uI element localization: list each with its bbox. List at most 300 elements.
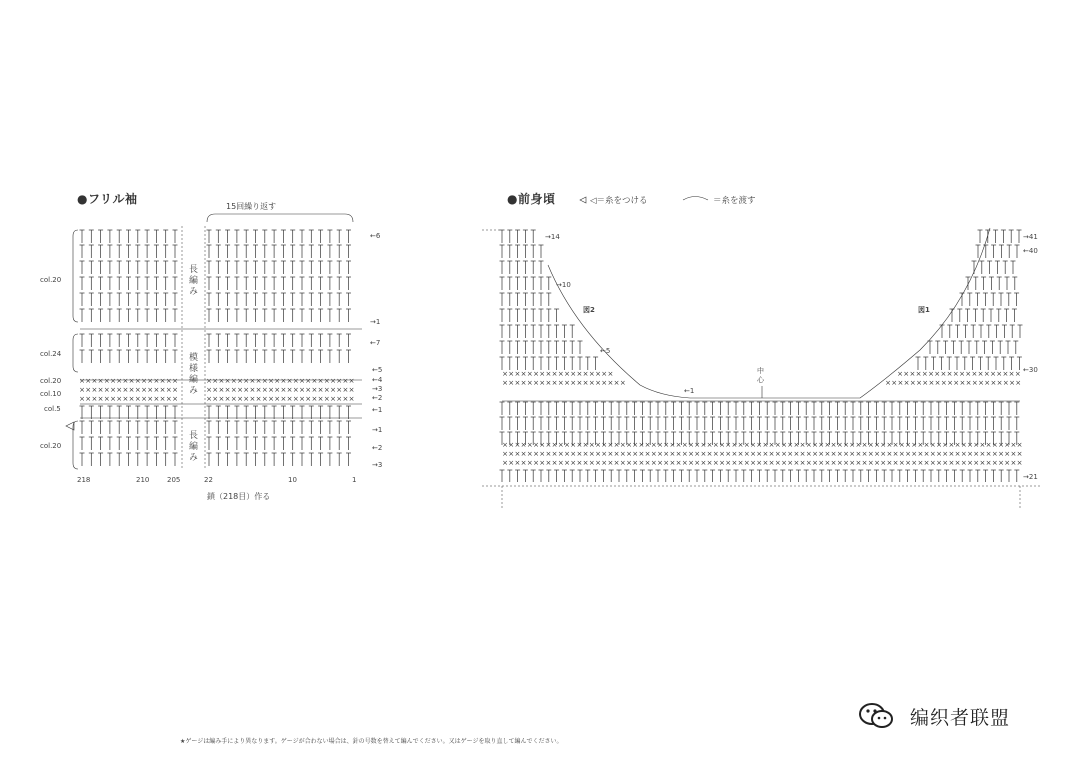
stitch-sc: × <box>1014 370 1021 378</box>
stitch-sc: × <box>330 386 336 394</box>
stitch-sc: × <box>159 386 166 394</box>
stitch-sc: × <box>1016 459 1023 467</box>
stitch-sc: × <box>626 441 632 449</box>
stitch-sc: × <box>959 370 965 378</box>
stitch-sc: × <box>502 379 508 387</box>
stitch-sc: × <box>172 386 178 394</box>
legend-attach: ◁＝糸をつける <box>590 196 648 206</box>
stitch-sc: × <box>582 459 589 467</box>
stitch-sc: × <box>526 450 533 458</box>
stitch-sc: × <box>903 370 910 378</box>
stitch-sc: × <box>153 377 160 385</box>
stitch-sc: × <box>582 370 589 378</box>
sleeve-row-5: ←5 <box>372 366 383 374</box>
stitch-sc: × <box>916 379 922 387</box>
stitch-sc: × <box>243 377 250 385</box>
stitch-sc: × <box>681 441 688 449</box>
stitch-sc: × <box>936 441 942 449</box>
stitch-sc: × <box>570 459 577 467</box>
stitch-sc: × <box>520 441 527 449</box>
stitch-sc: × <box>607 441 614 449</box>
stitch-sc: × <box>942 441 949 449</box>
stitch-sc: × <box>601 441 608 449</box>
stitch-sc: × <box>947 379 953 387</box>
stitch-sc: × <box>533 450 539 458</box>
stitch-sc: × <box>508 379 515 387</box>
stitch-sc: × <box>570 450 577 458</box>
stitch-sc: × <box>128 386 135 394</box>
front-row-10: →10 <box>556 281 571 289</box>
front-row-21: →21 <box>1023 473 1038 481</box>
stitch-sc: × <box>551 459 558 467</box>
stitch-sc: × <box>299 395 305 403</box>
stitch-sc: × <box>632 459 639 467</box>
stitch-sc: × <box>557 379 564 387</box>
stitch-sc: × <box>768 441 775 449</box>
stitch-sc: × <box>539 379 546 387</box>
front-row-1: ←1 <box>684 387 695 395</box>
stitch-sc: × <box>336 395 343 403</box>
fig-1-label: 図1 <box>918 306 930 314</box>
stitch-sc: × <box>874 441 880 449</box>
stitch-sc: × <box>830 441 837 449</box>
stitch-sc: × <box>830 450 837 458</box>
stitch-sc: × <box>582 441 589 449</box>
stitch-sc: × <box>874 459 880 467</box>
stitch-sc: × <box>502 441 508 449</box>
stitch-sc: × <box>768 459 775 467</box>
stitch-sc: × <box>110 377 116 385</box>
chain-note: 鎖（218目）作る <box>207 492 271 501</box>
stitch-sc: × <box>292 377 299 385</box>
stitch-sc: × <box>898 459 905 467</box>
stitch-sc: × <box>533 459 539 467</box>
stitch-sc: × <box>725 459 732 467</box>
stitch-sc: × <box>224 395 231 403</box>
stitch-sc: × <box>898 441 905 449</box>
stitch-sc: × <box>261 395 268 403</box>
stitch-sc: × <box>985 450 992 458</box>
stitch-sc: × <box>874 450 880 458</box>
stitch-sc: × <box>694 459 701 467</box>
stitch-sc: × <box>147 386 154 394</box>
stitch-sc: × <box>942 450 949 458</box>
stitch-sc: × <box>849 441 856 449</box>
stitch-sc: × <box>731 450 738 458</box>
stitch-sc: × <box>237 386 243 394</box>
stitch-sc: × <box>619 450 626 458</box>
stitch-sc: × <box>824 441 831 449</box>
stitch-sc: × <box>85 377 92 385</box>
stitch-sc: × <box>694 441 701 449</box>
stitch-sc: × <box>557 450 564 458</box>
stitch-sc: × <box>978 379 984 387</box>
stitch-sc: × <box>960 450 967 458</box>
stitch-sc: × <box>954 459 961 467</box>
stitch-sc: × <box>601 370 608 378</box>
stitch-sc: × <box>998 450 1004 458</box>
middle-text-2: 模様編み <box>187 352 197 396</box>
stitch-sc: × <box>867 459 874 467</box>
stitch-sc: × <box>700 450 707 458</box>
stitch-sc: × <box>502 450 508 458</box>
stitch-sc: × <box>613 441 620 449</box>
stitch-sc: × <box>249 395 256 403</box>
stitch-sc: × <box>743 450 750 458</box>
stitch-sc: × <box>929 459 936 467</box>
stitch-sc: × <box>787 450 794 458</box>
stitch-sc: × <box>103 377 110 385</box>
stitch-sc: × <box>526 459 533 467</box>
stitch-sc: × <box>311 386 318 394</box>
sleeve-row-1a: →1 <box>370 318 381 326</box>
stitch-sc: × <box>836 459 843 467</box>
stitch-sc: × <box>545 370 552 378</box>
stitch-sc: × <box>793 459 800 467</box>
stitch-sc: × <box>774 459 781 467</box>
stitch-sc: × <box>998 441 1004 449</box>
stitch-sc: × <box>960 441 967 449</box>
stitch-sc: × <box>706 459 713 467</box>
stitch-sc: × <box>134 395 141 403</box>
stitch-sc: × <box>725 450 732 458</box>
stitch-sc: × <box>967 459 973 467</box>
sleeve-chart-title: ●フリル袖 <box>77 192 138 206</box>
stitch-sc: × <box>712 459 719 467</box>
stitch-sc: × <box>1004 459 1011 467</box>
stitch-sc: × <box>514 450 521 458</box>
stitch-sc: × <box>323 386 330 394</box>
left-row-label-4: col.10 <box>40 390 62 398</box>
stitch-sc: × <box>818 450 825 458</box>
stitch-sc: × <box>675 441 682 449</box>
stitch-sc: × <box>305 395 312 403</box>
stitch-sc: × <box>644 441 651 449</box>
stitch-sc: × <box>657 459 663 467</box>
stitch-sc: × <box>311 377 318 385</box>
stitch-sc: × <box>601 459 608 467</box>
stitch-sc: × <box>539 441 546 449</box>
stitch-sc: × <box>508 450 515 458</box>
stitch-sc: × <box>1010 450 1017 458</box>
stitch-sc: × <box>218 377 225 385</box>
front-row-30: ←30 <box>1023 366 1038 374</box>
stitch-sc: × <box>607 379 614 387</box>
stitch-sc: × <box>1004 450 1011 458</box>
stitch-sc: × <box>762 459 769 467</box>
stitch-num-1: 1 <box>352 476 357 484</box>
stitch-sc: × <box>979 450 986 458</box>
stitch-sc: × <box>934 379 941 387</box>
stitch-sc: × <box>557 459 564 467</box>
stitch-sc: × <box>688 441 694 449</box>
stitch-sc: × <box>675 459 682 467</box>
stitch-sc: × <box>110 386 116 394</box>
attach-yarn-icon <box>580 197 586 203</box>
stitch-sc: × <box>626 459 632 467</box>
stitch-sc: × <box>607 450 614 458</box>
stitch-sc: × <box>885 379 891 387</box>
stitch-sc: × <box>725 441 732 449</box>
left-row-label-2: col.24 <box>40 350 62 358</box>
stitch-sc: × <box>134 377 141 385</box>
stitch-sc: × <box>323 395 330 403</box>
stitch-sc: × <box>923 450 930 458</box>
stitch-sc: × <box>818 459 825 467</box>
stitch-sc: × <box>756 459 763 467</box>
stitch-sc: × <box>582 450 589 458</box>
front-row-5: ←5 <box>600 347 611 355</box>
stitch-sc: × <box>601 379 608 387</box>
stitch-sc: × <box>965 370 972 378</box>
stitch-sc: × <box>675 450 682 458</box>
stitch-sc: × <box>274 377 281 385</box>
stitch-sc: × <box>206 377 212 385</box>
stitch-sc: × <box>799 450 806 458</box>
stitch-sc: × <box>737 459 744 467</box>
stitch-sc: × <box>948 441 955 449</box>
stitch-sc: × <box>317 395 324 403</box>
stitch-sc: × <box>923 459 930 467</box>
stitch-sc: × <box>971 379 978 387</box>
stitch-sc: × <box>601 450 608 458</box>
stitch-sc: × <box>255 395 262 403</box>
stitch-sc: × <box>249 377 256 385</box>
stitch-sc: × <box>508 370 515 378</box>
stitch-sc: × <box>128 377 135 385</box>
stitch-sc: × <box>330 377 336 385</box>
stitch-sc: × <box>280 377 287 385</box>
stitch-num-10: 10 <box>288 476 297 484</box>
stitch-sc: × <box>706 450 713 458</box>
stitch-sc: × <box>650 450 657 458</box>
stitch-sc: × <box>545 450 552 458</box>
stitch-sc: × <box>224 386 231 394</box>
stitch-sc: × <box>116 395 123 403</box>
stitch-sc: × <box>588 379 595 387</box>
stitch-sc: × <box>632 441 639 449</box>
stitch-sc: × <box>533 379 539 387</box>
stitch-sc: × <box>348 377 355 385</box>
stitch-sc: × <box>706 441 713 449</box>
stitch-sc: × <box>843 459 849 467</box>
stitch-sc: × <box>533 441 539 449</box>
sleeve-row-2b: ←2 <box>372 444 383 452</box>
stitch-sc: × <box>928 379 935 387</box>
stitch-sc: × <box>336 377 343 385</box>
stitch-sc: × <box>663 441 670 449</box>
stitch-sc: × <box>551 370 558 378</box>
stitch-sc: × <box>799 441 806 449</box>
stitch-sc: × <box>545 441 552 449</box>
stitch-sc: × <box>650 459 657 467</box>
stitch-sc: × <box>619 441 626 449</box>
stitch-sc: × <box>607 459 614 467</box>
stitch-sc: × <box>576 450 583 458</box>
stitch-sc: × <box>626 450 632 458</box>
stitch-sc: × <box>905 441 911 449</box>
stitch-sc: × <box>805 450 812 458</box>
stitch-sc: × <box>588 441 595 449</box>
stitch-sc: × <box>526 370 533 378</box>
stitch-sc: × <box>979 441 986 449</box>
stitch-sc: × <box>787 459 794 467</box>
left-row-label-3: col.20 <box>40 377 62 385</box>
stitch-sc: × <box>897 379 904 387</box>
stitch-sc: × <box>921 370 928 378</box>
stitch-sc: × <box>305 377 312 385</box>
stitch-sc: × <box>230 377 237 385</box>
stitch-sc: × <box>570 441 577 449</box>
stitch-sc: × <box>799 459 806 467</box>
stitch-sc: × <box>502 370 508 378</box>
stitch-sc: × <box>985 459 992 467</box>
center-mark: 中心 <box>757 367 764 384</box>
stitch-sc: × <box>756 450 763 458</box>
stitch-sc: × <box>977 370 984 378</box>
stitch-sc: × <box>557 370 564 378</box>
stitch-sc: × <box>1009 379 1015 387</box>
stitch-sc: × <box>929 441 936 449</box>
stitch-sc: × <box>249 386 256 394</box>
stitch-sc: × <box>669 450 676 458</box>
stitch-sc: × <box>638 450 645 458</box>
front-row-14: →14 <box>545 233 560 241</box>
stitch-sc: × <box>85 395 92 403</box>
stitch-sc: × <box>134 386 141 394</box>
stitch-sc: × <box>700 459 707 467</box>
stitch-sc: × <box>1010 441 1017 449</box>
stitch-sc: × <box>165 377 172 385</box>
stitch-sc: × <box>681 450 688 458</box>
stitch-sc: × <box>268 395 274 403</box>
stitch-sc: × <box>97 395 104 403</box>
stitch-sc: × <box>539 450 546 458</box>
stitch-sc: × <box>923 441 930 449</box>
stitch-sc: × <box>805 441 812 449</box>
stitch-sc: × <box>305 386 312 394</box>
stitch-num-218: 218 <box>77 476 91 484</box>
stitch-sc: × <box>153 395 160 403</box>
stitch-sc: × <box>1004 441 1011 449</box>
stitch-sc: × <box>953 379 960 387</box>
sleeve-row-4: ←4 <box>372 376 383 384</box>
stitch-sc: × <box>929 450 936 458</box>
stitch-sc: × <box>996 379 1003 387</box>
stitch-sc: × <box>212 386 219 394</box>
stitch-sc: × <box>514 459 521 467</box>
stitch-sc: × <box>564 370 570 378</box>
stitch-sc: × <box>855 441 862 449</box>
row-bracket <box>73 334 78 372</box>
stitch-sc: × <box>520 379 527 387</box>
stitch-sc: × <box>911 459 918 467</box>
stitch-sc: × <box>613 459 620 467</box>
stitch-sc: × <box>533 370 539 378</box>
stitch-sc: × <box>299 377 305 385</box>
stitch-sc: × <box>688 450 694 458</box>
stitch-sc: × <box>348 395 355 403</box>
stitch-sc: × <box>669 441 676 449</box>
stitch-sc: × <box>237 377 243 385</box>
stitch-sc: × <box>619 459 626 467</box>
stitch-sc: × <box>576 441 583 449</box>
stitch-sc: × <box>255 377 262 385</box>
stitch-sc: × <box>712 441 719 449</box>
stitch-sc: × <box>911 450 918 458</box>
stitch-sc: × <box>917 441 924 449</box>
stitch-sc: × <box>514 370 521 378</box>
stitch-sc: × <box>243 386 250 394</box>
stitch-sc: × <box>570 379 577 387</box>
stitch-sc: × <box>768 450 775 458</box>
sleeve-row-3: →3 <box>372 385 383 393</box>
stitch-sc: × <box>116 377 123 385</box>
stitch-sc: × <box>762 450 769 458</box>
stitch-sc: × <box>514 441 521 449</box>
stitch-sc: × <box>613 379 620 387</box>
stitch-sc: × <box>781 450 787 458</box>
stitch-num-210: 210 <box>136 476 150 484</box>
repeat-bracket <box>207 214 353 222</box>
stitch-sc: × <box>212 395 219 403</box>
stitch-sc: × <box>824 459 831 467</box>
stitch-sc: × <box>97 377 104 385</box>
stitch-sc: × <box>669 459 676 467</box>
stitch-sc: × <box>311 395 318 403</box>
stitch-sc: × <box>520 459 527 467</box>
stitch-sc: × <box>348 386 355 394</box>
stitch-sc: × <box>867 450 874 458</box>
stitch-sc: × <box>917 459 924 467</box>
stitch-sc: × <box>836 450 843 458</box>
stitch-sc: × <box>274 386 281 394</box>
stitch-sc: × <box>880 459 887 467</box>
stitch-sc: × <box>818 441 825 449</box>
stitch-sc: × <box>91 395 98 403</box>
stitch-sc: × <box>946 370 953 378</box>
sleeve-row-3b: →3 <box>372 461 383 469</box>
stitch-sc: × <box>619 379 626 387</box>
stitch-sc: × <box>224 377 231 385</box>
middle-text-1: 長編み <box>187 264 197 297</box>
stitch-sc: × <box>973 450 980 458</box>
stitch-sc: × <box>342 377 349 385</box>
stitch-sc: × <box>595 459 601 467</box>
stitch-sc: × <box>940 379 947 387</box>
stitch-sc: × <box>280 395 287 403</box>
stitch-sc: × <box>905 450 911 458</box>
stitch-sc: × <box>849 459 856 467</box>
stitch-sc: × <box>122 395 129 403</box>
left-row-label-5: col.5 <box>44 405 61 413</box>
stitch-sc: × <box>793 450 800 458</box>
stitch-sc: × <box>774 450 781 458</box>
stitch-sc: × <box>564 441 570 449</box>
stitch-sc: × <box>891 379 898 387</box>
stitch-sc: × <box>79 395 85 403</box>
stitch-sc: × <box>843 450 849 458</box>
stitch-sc: × <box>85 386 92 394</box>
stitch-sc: × <box>991 441 998 449</box>
stitch-sc: × <box>915 370 922 378</box>
stitch-sc: × <box>91 386 98 394</box>
stitch-sc: × <box>147 395 154 403</box>
stitch-sc: × <box>750 450 756 458</box>
stitch-sc: × <box>172 395 178 403</box>
stitch-sc: × <box>286 377 293 385</box>
stitch-sc: × <box>694 450 701 458</box>
